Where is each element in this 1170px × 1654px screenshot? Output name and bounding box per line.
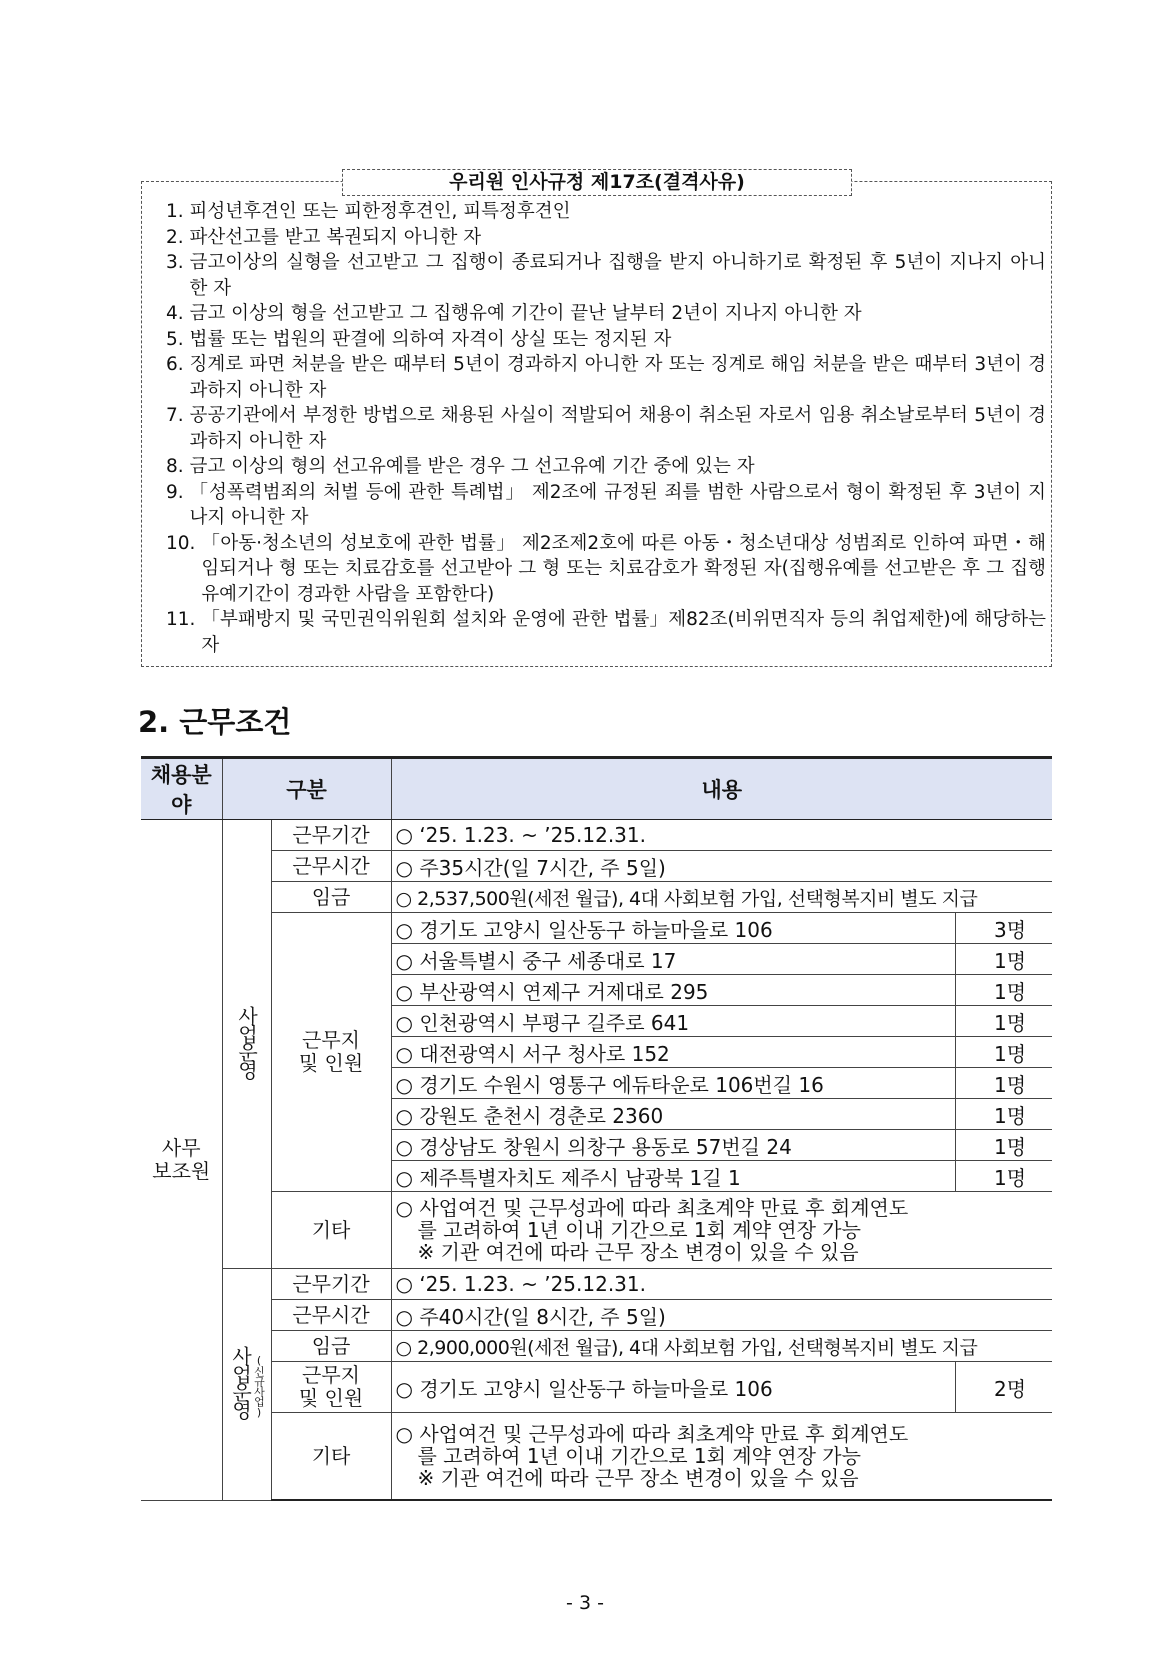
period-label: 근무기간 bbox=[271, 1269, 391, 1300]
other-label: 기타 bbox=[271, 1413, 391, 1501]
item-text: 금고 이상의 형을 선고받고 그 집행유예 기간이 끝난 날부터 2년이 지나지 아니한 자 bbox=[189, 303, 862, 324]
location-label-cell bbox=[271, 913, 391, 1192]
other-label: 기타 bbox=[271, 1192, 391, 1269]
other-note-line: ※ 기관 여건에 따라 근무 장소 변경이 있을 수 있음 bbox=[417, 1240, 859, 1264]
list-item bbox=[166, 199, 1046, 225]
other-note-line: 를 고려하여 1년 이내 기간으로 1회 계약 연장 가능 bbox=[417, 1444, 861, 1468]
location-label: 근무지 및 인원 bbox=[298, 1028, 364, 1075]
section-heading: 2. 근무조건 bbox=[138, 705, 292, 739]
item-text: 법률 또는 법원의 판결에 의하여 자격이 상실 또는 정지된 자 bbox=[189, 328, 672, 350]
hours-label: 근무시간 bbox=[271, 1300, 391, 1331]
table-row bbox=[141, 851, 1052, 882]
item-text: 피성년후견인 또는 피한정후견인, 피특정후견인 bbox=[189, 201, 571, 222]
work-conditions-table bbox=[141, 756, 1052, 1501]
item-number: 7. bbox=[166, 405, 190, 426]
other-note-line: ※ 기관 여건에 따라 근무 장소 변경이 있을 수 있음 bbox=[417, 1466, 859, 1490]
biz1-label: 사업운영 bbox=[234, 1005, 259, 1078]
table-row bbox=[141, 1331, 1052, 1362]
list-item bbox=[166, 480, 1046, 531]
location-count: 1명 bbox=[955, 1037, 1052, 1068]
location-address: ○ 경기도 수원시 영통구 에듀타운로 106번길 16 bbox=[391, 1068, 955, 1099]
header-category: 구분 bbox=[222, 758, 391, 820]
hours-value: ○ 주35시간(일 7시간, 주 5일) bbox=[391, 851, 1052, 882]
location-address: ○ 경기도 고양시 일산동구 하늘마을로 106 bbox=[391, 1362, 955, 1413]
location-address: ○ 부산광역시 연제구 거제대로 295 bbox=[391, 975, 955, 1006]
disqualification-list bbox=[166, 199, 1046, 658]
location-address: ○ 경기도 고양시 일산동구 하늘마을로 106 bbox=[391, 913, 955, 944]
item-text: 「성폭력범죄의 처벌 등에 관한 특례법」 제2조에 규정된 죄를 범한 사람으로서 형이 확정된 후 3년이 지나지 아니한 자 bbox=[189, 481, 1046, 528]
wage-value: ○ 2,900,000원(세전 월급), 4대 사회보험 가입, 선택형복지비 별도 지급 bbox=[391, 1331, 1052, 1362]
hours-value: ○ 주40시간(일 8시간, 주 5일) bbox=[391, 1300, 1052, 1331]
other-note-line: ○ 사업여건 및 근무성과에 따라 최초계약 만료 후 회계연도 bbox=[395, 1422, 909, 1446]
item-number: 6. bbox=[166, 354, 190, 375]
item-text: 금고이상의 실형을 선고받고 그 집행이 종료되거나 집행을 받지 아니하기로 확정된 후 5년이 지나지 아니한 자 bbox=[189, 252, 1046, 299]
location-count: 1명 bbox=[955, 1161, 1052, 1192]
header-field: 채용분야 bbox=[141, 758, 222, 820]
location-address: ○ 인천광역시 부평구 길주로 641 bbox=[391, 1006, 955, 1037]
table-row bbox=[141, 1192, 1052, 1269]
item-text: 금고 이상의 형의 선고유예를 받은 경우 그 선고유예 기간 중에 있는 자 bbox=[189, 456, 755, 477]
table-row bbox=[141, 882, 1052, 913]
other-note bbox=[391, 1192, 1052, 1269]
wage-label: 임금 bbox=[271, 1331, 391, 1362]
table-row bbox=[141, 820, 1052, 851]
other-note bbox=[391, 1413, 1052, 1501]
item-number: 9. bbox=[166, 481, 190, 503]
table-row bbox=[141, 1269, 1052, 1300]
item-number: 11. bbox=[166, 609, 202, 630]
item-number: 4. bbox=[166, 303, 190, 324]
location-count: 1명 bbox=[955, 1006, 1052, 1037]
biz1-cell bbox=[222, 820, 271, 1269]
location-count: 1명 bbox=[955, 975, 1052, 1006]
location-address: ○ 서울특별시 중구 세종대로 17 bbox=[391, 944, 955, 975]
location-label-cell bbox=[271, 1362, 391, 1413]
location-count: 2명 bbox=[955, 1362, 1052, 1413]
list-item bbox=[166, 301, 1046, 327]
item-text: 징계로 파면 처분을 받은 때부터 5년이 경과하지 아니한 자 또는 징계로 해임 처분을 받은 때부터 3년이 경과하지 아니한 자 bbox=[189, 354, 1046, 401]
item-text: 「아동·청소년의 성보호에 관한 법률」 제2조제2호에 따른 아동・청소년대상 성범죄로 인하여 파면・해임되거나 형 또는 치료감호를 선고받아 그 형 또는 치료감호가 확정된 자(집행유예를 선고받은 후 그 집행유예기간이 경과한 사람을 포함한다) bbox=[201, 532, 1046, 605]
location-address: ○ 경상남도 창원시 의창구 용동로 57번길 24 bbox=[391, 1130, 955, 1161]
hours-label: 근무시간 bbox=[271, 851, 391, 882]
biz2-label: 사업운영 bbox=[228, 1345, 253, 1418]
item-number: 3. bbox=[166, 252, 190, 273]
period-value: ○ ‘25. 1.23. ~ ’25.12.31. bbox=[391, 820, 1052, 851]
list-item bbox=[166, 607, 1046, 658]
location-label: 근무지 및 인원 bbox=[298, 1363, 364, 1410]
other-note-line: ○ 사업여건 및 근무성과에 따라 최초계약 만료 후 회계연도 bbox=[395, 1196, 909, 1220]
item-text: 「부패방지 및 국민권익위원회 설치와 운영에 관한 법률」제82조(비위면직자 등의 취업제한)에 해당하는 자 bbox=[201, 609, 1046, 656]
location-count: 3명 bbox=[955, 913, 1052, 944]
table-header-row bbox=[141, 758, 1052, 820]
item-number: 10. bbox=[166, 532, 202, 554]
table-row bbox=[141, 1300, 1052, 1331]
location-address: ○ 강원도 춘천시 경춘로 2360 bbox=[391, 1099, 955, 1130]
item-number: 8. bbox=[166, 456, 190, 477]
period-value: ○ ‘25. 1.23. ~ ’25.12.31. bbox=[391, 1269, 1052, 1300]
location-address: ○ 대전광역시 서구 청사로 152 bbox=[391, 1037, 955, 1068]
disqualification-title: 우리원 인사규정 제17조(결격사유) bbox=[342, 169, 852, 196]
biz2-sublabel: (신규사업) bbox=[252, 1353, 266, 1418]
list-item bbox=[166, 531, 1046, 608]
item-number: 1. bbox=[166, 201, 190, 222]
list-item bbox=[166, 327, 1046, 353]
item-number: 2. bbox=[166, 226, 190, 248]
list-item bbox=[166, 454, 1046, 480]
field-label: 사무 보조원 bbox=[152, 1135, 211, 1183]
other-note-line: 를 고려하여 1년 이내 기간으로 1회 계약 연장 가능 bbox=[417, 1218, 861, 1242]
item-text: 공공기관에서 부정한 방법으로 채용된 사실이 적발되어 채용이 취소된 자로서 임용 취소날로부터 5년이 경과하지 아니한 자 bbox=[189, 405, 1046, 452]
page-number: - 3 - bbox=[566, 1592, 604, 1614]
list-item bbox=[166, 225, 1046, 251]
list-item bbox=[166, 352, 1046, 403]
list-item bbox=[166, 403, 1046, 454]
location-count: 1명 bbox=[955, 1068, 1052, 1099]
table-row bbox=[141, 913, 1052, 944]
location-count: 1명 bbox=[955, 944, 1052, 975]
location-address: ○ 제주특별자치도 제주시 남광북 1길 1 bbox=[391, 1161, 955, 1192]
period-label: 근무기간 bbox=[271, 820, 391, 851]
field-cell bbox=[141, 820, 222, 1501]
wage-label: 임금 bbox=[271, 882, 391, 913]
item-number: 5. bbox=[166, 328, 190, 350]
list-item bbox=[166, 250, 1046, 301]
biz2-cell bbox=[222, 1269, 271, 1501]
wage-value: ○ 2,537,500원(세전 월급), 4대 사회보험 가입, 선택형복지비 별도 지급 bbox=[391, 882, 1052, 913]
location-count: 1명 bbox=[955, 1130, 1052, 1161]
location-count: 1명 bbox=[955, 1099, 1052, 1130]
header-content: 내용 bbox=[391, 758, 1052, 820]
item-text: 파산선고를 받고 복권되지 아니한 자 bbox=[189, 226, 482, 248]
table-row bbox=[141, 1413, 1052, 1501]
table-row bbox=[141, 1362, 1052, 1413]
